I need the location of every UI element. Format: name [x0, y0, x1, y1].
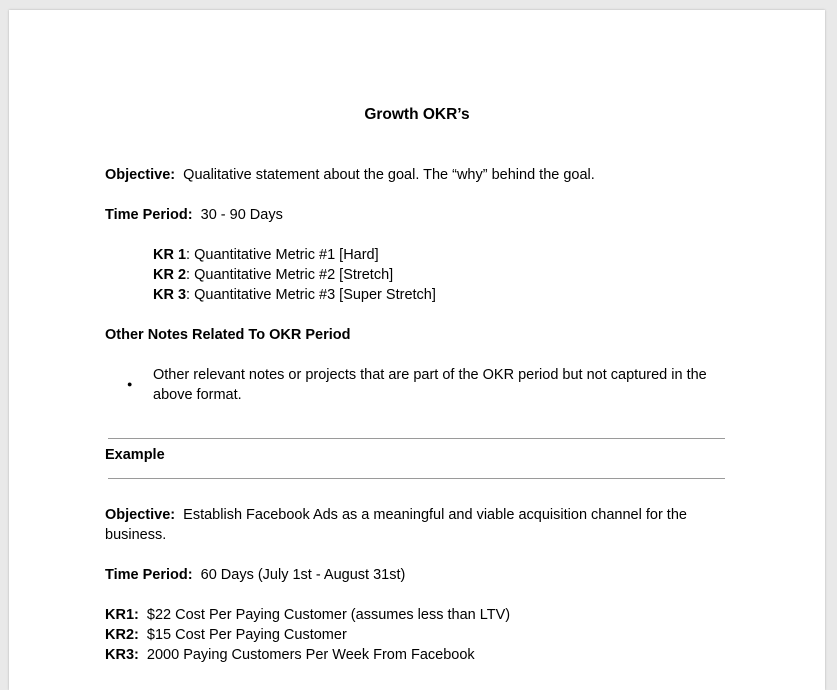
- example-objective-label: Objective:: [105, 507, 176, 523]
- example-key-result-text: 2000 Paying Customers Per Week From Facebook: [146, 647, 475, 663]
- objective-line: [105, 165, 595, 185]
- divider-top: [108, 438, 725, 439]
- key-result-line: [153, 245, 379, 265]
- example-heading: Example: [105, 447, 165, 463]
- key-result-text: : Quantitative Metric #3 [Super Stretch]: [186, 287, 436, 303]
- time-period-label: Time Period:: [105, 207, 193, 223]
- document-title: Growth OKR’s: [364, 106, 470, 123]
- key-result-line: [153, 265, 393, 285]
- example-key-result-line: [105, 625, 347, 645]
- time-period-text: 30 - 90 Days: [200, 207, 283, 223]
- notes-bullet-text: Other relevant notes or projects that are part of the OKR period but not captured in the above format.: [153, 367, 707, 403]
- divider-bottom: [108, 478, 725, 479]
- time-period-line: [105, 205, 283, 225]
- key-result-label: KR 3: [153, 287, 187, 303]
- objective-text: Qualitative statement about the goal. The “why” behind the goal.: [183, 167, 595, 183]
- key-result-label: KR 1: [153, 247, 187, 263]
- example-key-result-line: [105, 605, 510, 625]
- key-result-line: [153, 285, 436, 305]
- example-time-period-line: [105, 565, 405, 585]
- notes-heading: Other Notes Related To OKR Period: [105, 327, 351, 343]
- example-objective-text: Establish Facebook Ads as a meaningful and viable acquisition channel for the business.: [105, 507, 687, 543]
- example-time-period-label: Time Period:: [105, 567, 193, 583]
- example-objective-line: [105, 505, 725, 545]
- example-key-result-line: [105, 645, 475, 665]
- example-key-result-label: KR2:: [105, 627, 139, 643]
- key-result-text: : Quantitative Metric #2 [Stretch]: [186, 267, 394, 283]
- example-key-result-text: $15 Cost Per Paying Customer: [146, 627, 347, 643]
- example-time-period-text: 60 Days (July 1st - August 31st): [200, 567, 406, 583]
- key-result-label: KR 2: [153, 267, 187, 283]
- document-page: [9, 10, 825, 690]
- bullet-icon: ●: [127, 379, 133, 389]
- example-key-result-label: KR3:: [105, 647, 139, 663]
- objective-label: Objective:: [105, 167, 176, 183]
- example-key-result-text: $22 Cost Per Paying Customer (assumes less than LTV): [146, 607, 511, 623]
- key-result-text: : Quantitative Metric #1 [Hard]: [186, 247, 379, 263]
- example-key-result-label: KR1:: [105, 607, 139, 623]
